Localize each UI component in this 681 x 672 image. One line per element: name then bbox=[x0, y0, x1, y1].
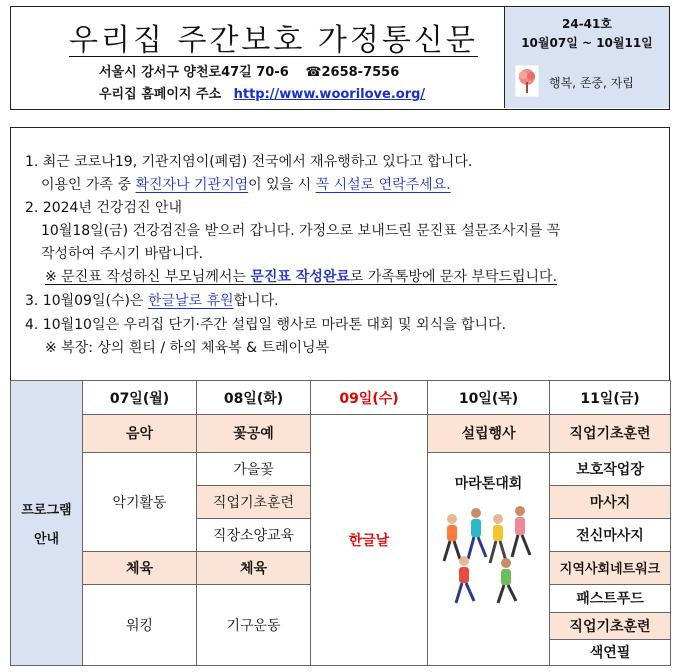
schedule-table bbox=[10, 380, 671, 666]
notice-text: ※ 문진표 작성하신 부모님께서는 bbox=[45, 269, 251, 285]
cell-tue-pe: 체육 bbox=[197, 551, 311, 584]
day-header-holiday: 09일(수) bbox=[311, 381, 428, 415]
notice-highlight: 꼭 시설로 연락주세요. bbox=[315, 177, 451, 193]
notice-3 bbox=[25, 290, 279, 310]
cell-fri: 전신마사지 bbox=[550, 518, 671, 551]
cell-tue-job-training: 직업기초훈련 bbox=[197, 485, 311, 518]
cell-wed-holiday: 한글날 bbox=[311, 415, 428, 666]
phone: ☎2658-7556 bbox=[305, 65, 400, 80]
notice-text: 이용인 가족 중 bbox=[41, 177, 136, 193]
notice-1-line-2 bbox=[41, 174, 451, 194]
notice-highlight: 한글날로 휴원 bbox=[147, 293, 234, 309]
cell-tue-equipment-exercise: 기구운동 bbox=[197, 584, 311, 665]
cell-thu-founding-event: 설립행사 bbox=[428, 415, 550, 452]
notice-2-line-1: 2. 2024년 건강검진 안내 bbox=[25, 200, 183, 216]
runners-illustration-icon bbox=[434, 499, 544, 607]
address: 서울시 강서구 양천로47길 70-6 bbox=[99, 65, 289, 80]
notice-4-line-1: 4. 10월10일은 우리집 단기·주간 설립일 행사로 마라톤 대회 및 외식을 합니다. bbox=[25, 317, 507, 333]
notice-2-line-3: 작성하여 주시기 바랍니다. bbox=[41, 246, 204, 262]
notice-1-line-1: 1. 최근 코로나19, 기관지염이(폐렴) 전국에서 재유행하고 있다고 합니다. bbox=[25, 154, 473, 170]
cell-mon-instrument: 악기활동 bbox=[83, 452, 197, 551]
cell-mon-pe: 체육 bbox=[83, 551, 197, 584]
cell-tue-autumn-flower: 가을꽃 bbox=[197, 452, 311, 485]
cell-thu-marathon bbox=[428, 452, 550, 665]
day-header: 07일(월) bbox=[83, 381, 197, 415]
notice-text: 이 있을 시 bbox=[248, 177, 316, 193]
program-label-line-1: 프로그램 bbox=[21, 503, 72, 518]
table-row bbox=[11, 415, 671, 452]
notice-box bbox=[10, 127, 670, 381]
notice-text: 3. 10월09일(수)은 bbox=[25, 293, 148, 309]
homepage-line bbox=[99, 83, 425, 102]
homepage-link[interactable]: http://www.woorilove.org/ bbox=[233, 87, 426, 102]
notice-2-line-2: 10월18일(금) 건강검진을 받으러 갑니다. 가정으로 보내드린 문진표 설문조사지를 꼭 bbox=[41, 223, 561, 239]
cell-tue-flower-craft: 꽃공예 bbox=[197, 415, 311, 452]
cell-fri: 패스트푸드 bbox=[550, 584, 671, 613]
cell-tue-workplace-education: 직장소양교육 bbox=[197, 518, 311, 551]
issue-number: 24-41호 bbox=[562, 17, 612, 31]
homepage-label: 우리집 홈페이지 주소 bbox=[99, 87, 222, 102]
marathon-label: 마라톤대회 bbox=[454, 475, 523, 492]
cell-fri: 색연필 bbox=[550, 639, 671, 665]
notice-text: 로 가족톡방에 문자 부탁드립니다. bbox=[349, 269, 558, 285]
notice-highlight: 확진자나 기관지염 bbox=[135, 177, 249, 193]
notice-4-line-2: ※ 복장: 상의 흰티 / 하의 체육복 & 트레이닝복 bbox=[45, 340, 330, 356]
cell-fri: 지역사회네트워크 bbox=[550, 551, 671, 584]
day-header: 08일(화) bbox=[197, 381, 311, 415]
notice-highlight: 문진표 작성완료 bbox=[250, 269, 350, 285]
notice-text: 합니다. bbox=[233, 293, 279, 309]
table-header-row bbox=[11, 381, 671, 415]
address-line bbox=[99, 61, 399, 80]
notice-2-line-4 bbox=[45, 266, 557, 286]
newsletter-header bbox=[10, 6, 670, 110]
newsletter-title: 우리집 주간보호 가정통신문 bbox=[69, 23, 478, 58]
issue-dates: 10월07일 ~ 10월11일 bbox=[521, 36, 653, 50]
issue-box bbox=[504, 7, 669, 108]
motto: 행복, 존중, 자립 bbox=[549, 76, 634, 90]
day-header: 10일(목) bbox=[428, 381, 550, 415]
cell-mon-music: 음악 bbox=[83, 415, 197, 452]
cell-fri: 직업기초훈련 bbox=[550, 613, 671, 639]
day-header: 11일(금) bbox=[550, 381, 671, 415]
cell-fri: 보호작업장 bbox=[550, 452, 671, 485]
cell-mon-walking: 워킹 bbox=[83, 584, 197, 665]
cell-fri: 마사지 bbox=[550, 485, 671, 518]
program-label bbox=[11, 381, 83, 666]
program-label-line-2: 안내 bbox=[33, 532, 60, 547]
tree-logo-icon bbox=[515, 65, 539, 97]
cell-fri: 직업기초훈련 bbox=[550, 415, 671, 452]
